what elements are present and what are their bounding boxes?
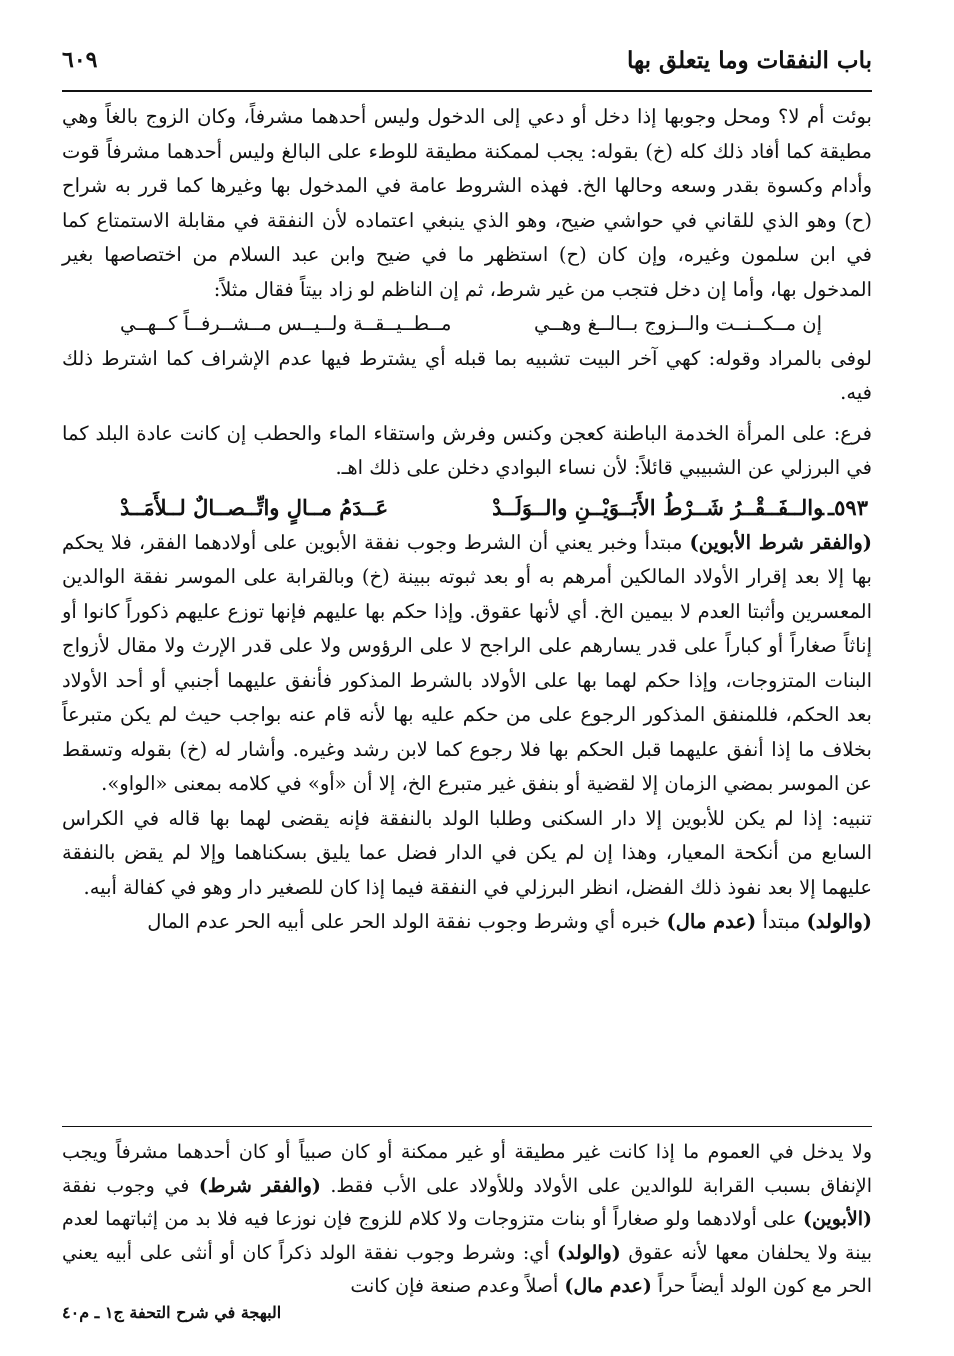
- paragraph-1: بوئت أم لا؟ ومحل وجوبها إذا دخل أو دعي إلى الدخول وليس أحدهما مشرفاً، وكان الزوج بالغاً وهي مطيقة كما أفاد ذلك كله (خ) بقوله: يجب لممكنة مطيقة للوطء على البالغ وليس أحدهما مشرفاً قوت وأدام وكسوة بقدر وسعه وحالها الخ. فهذه الشروط عامة في المدخول بها وغيرها كما قرر به شراح (ح) وهو الذي للقاني في حواشي ضيح، وهو الذي ينبغي اعتماده لأن النفقة في مقابلة الاستمتاع كما في ابن سلمون وغيره، وإن كان (ح) استظهر ما في ضيح وابن عبد السلام من اختصاصها بغير المدخول بها، وأما إن دخل فتجب من غير شرط، ثم إن الناظم لو زاد بيتاً فقال مثلاً:: [62, 105, 872, 301]
- paragraph-tanbih: تنبيه: إذا لم يكن للأبوين إلا دار السكنى وطلبا الولد بالنفقة فإنه يقضى لهما بها قاله في الكراس السابع من أنكحة المعيار، وهذا إن لم يكن في الدار فضل عما يليق بسكناهما وإلا لم يقض بالنفقة عليهما إلا بعد نفوذ ذلك الفضل، انظر البرزلي في النفقة فيما إذا كان للصغير دار وهو في كفالة أبيه.: [62, 806, 872, 899]
- footnote-text-1: ولا يدخل في العموم ما إذا كانت غير مطيقة أو غير ممكنة أو كان صبياً أو كان أحدهما مشرفاً ويجب الإنفاق بسبب القرابة للوالدين على الأولاد وللأولاد على الأب فقط.: [62, 1141, 872, 1197]
- footnote-text-5: أصلاً وعدم صنعة فإن كانت: [350, 1275, 565, 1297]
- quoted-term-1: (والولد): [806, 910, 872, 933]
- inserted-verse: [62, 307, 872, 342]
- page-footer: [62, 1303, 362, 1322]
- poem-verse-593: [62, 490, 872, 526]
- verse-number: ٥٩٣ـ: [828, 494, 868, 520]
- footnote-term-1: (والفقر شرط): [198, 1174, 321, 1197]
- commentary-text: مبتدأ وخبر يعني أن الشرط وجوب نفقة الأبوين على أولادهما الفقر، فلا يحكم بها إلا بعد إقرار الأولاد المالكين أمرهم به أو بعد ثبوته ببينة (خ) وبالقرابة على الموسر نفقة الوالدين المعسرين وأثبتا العدم لا بيمين الخ. أي لأنها عقوق. وإذا حكم بها عليهم فإنها توزع عليهم ذكوراً كانوا أو إناثاً صغاراً أو كباراً على قدر يسارهم على الراجح لا على الرؤوس ولا على قدر الإرث ولا مقال لأزواج البنات المتزوجات، وإذا حكم لهما بها على الأولاد بالشرط المذكور فأنفق عليهما أجنبي أو أحد الأولاد بعد الحكم، فللمنفق المذكور الرجوع على من حكم عليه بها لأنه قام عنه بواجب حيث لم يكن متبرعاً بخلاف ما إذا أنفق عليهما قبل الحكم بها فلا رجوع كما لابن رشد وغيره. وأشار له (خ) بقوله وتسقط عن الموسر بمضي الزمان إلا لقضية أو بنفق غير متبرع الخ، إلا أن «أو» في كلامه بمعنى «الواو».: [62, 530, 872, 795]
- verse-first-hemistich: إن مــكــنــت والــزوج بــالــغ وهــي: [534, 312, 822, 335]
- footnote-text-2: في وجوب نفقة: [62, 1174, 199, 1197]
- footnote-text-4: أي: وشرط وجوب نفقة الولد ذكراً كان أو أنثى على أبيه يعني الحر مع كون الولد أيضاً حراً: [62, 1241, 872, 1297]
- paragraph-2: لوفى بالمراد وقوله: كهي آخر البيت تشبيه بما قبله أي يشترط فيها عدم الإشراف كما اشترط ذلك فيه.: [62, 346, 872, 404]
- running-header: [62, 38, 872, 82]
- last-text-2: خبره أي وشرط وجوب نفقة الولد الحر على أبيه الحر عدم المال: [147, 910, 667, 933]
- main-text: [62, 100, 872, 940]
- footnote-term-3: (والولد): [556, 1241, 621, 1264]
- footnote-rule: [62, 1126, 872, 1127]
- verse-second-hemistich: عَــدَمُ مــالٍ واتِّــصــالٌ لــلأَمَــدْ: [120, 494, 389, 520]
- verse-first-hemistich-text: والــفَــقْــرُ شَــرْطُ الأَبَــوَيْــنِ والــوَلَــدْ: [492, 494, 824, 520]
- verse-second-hemistich: مــطــيــقــة ولــيــس مــشــرفــاً كــهــي: [120, 312, 452, 335]
- footnote-term-4: (عدم مال): [564, 1275, 652, 1297]
- footnote-text-3: على أولادهما ولو صغاراً أو بنات متزوجات ولا كلام للزوج فإن نوزعا فيه فلا بد من إثباتهما لعدم بينة ولا يحلفان معها لأنه عقوق: [62, 1208, 872, 1264]
- book-page: [62, 28, 872, 1338]
- paragraph-commentary: [62, 526, 872, 802]
- paragraph-last: [62, 905, 872, 940]
- verse-first-half: [492, 490, 868, 526]
- signature-mark: البهجة في شرح التحفة ج١ ـ م٤٠: [62, 1303, 282, 1322]
- page-number: ٦٠٩: [62, 47, 98, 73]
- quoted-verse-term: (والفقر شرط الأبوين): [689, 530, 872, 554]
- footnotes: [62, 1136, 872, 1304]
- header-rule: [62, 90, 872, 92]
- paragraph-far: فرع: على المرأة الخدمة الباطنة كعجن وكنس وفرش واستقاء الماء والحطب إن كانت عادة البلد كما في البرزلي عن الشبيبي قائلاً: لأن نساء البوادي دخلن على ذلك اهـ.: [62, 421, 872, 479]
- quoted-term-2: (عدم مال): [666, 910, 757, 933]
- footnote-term-2: (الأبوين): [803, 1208, 872, 1230]
- last-text-1: مبتدأ: [756, 910, 807, 933]
- chapter-title: باب النفقات وما يتعلق بها: [626, 46, 872, 74]
- footnote-paragraph: [62, 1136, 872, 1304]
